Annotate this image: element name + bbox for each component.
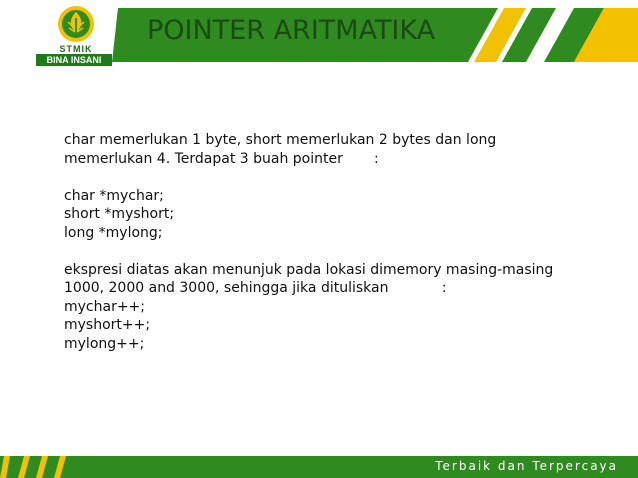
paragraph1-line: memerlukan 4. Terdapat 3 buah pointer : [64,150,379,167]
spacer [64,168,584,187]
logo-label-bina-insani: BINA INSANI [36,54,112,66]
declaration-line: short *myshort; [64,206,175,222]
slide-body [64,131,584,353]
footer-tagline: Terbaik dan Terpercaya [435,459,618,473]
declaration-line: char *mychar; [64,187,164,204]
increment-line: mychar++; [64,298,146,315]
increment-line: myshort++; [64,317,151,333]
slide-title: POINTER ARITMATIKA [147,15,436,46]
declaration-line: long *mylong; [64,224,163,241]
spacer [64,242,584,261]
paragraph2-line: 1000, 2000 and 3000, sehingga jika dituliskan : [64,280,447,296]
paragraph1-line: char memerlukan 1 byte, short memerlukan 2 bytes dan long [64,132,497,148]
paragraph2-line: ekspresi diatas akan menunjuk pada lokasi dimemory masing-masing [64,261,554,278]
increment-line: mylong++; [64,335,145,352]
logo-label-stmik: STMIK [59,44,93,54]
